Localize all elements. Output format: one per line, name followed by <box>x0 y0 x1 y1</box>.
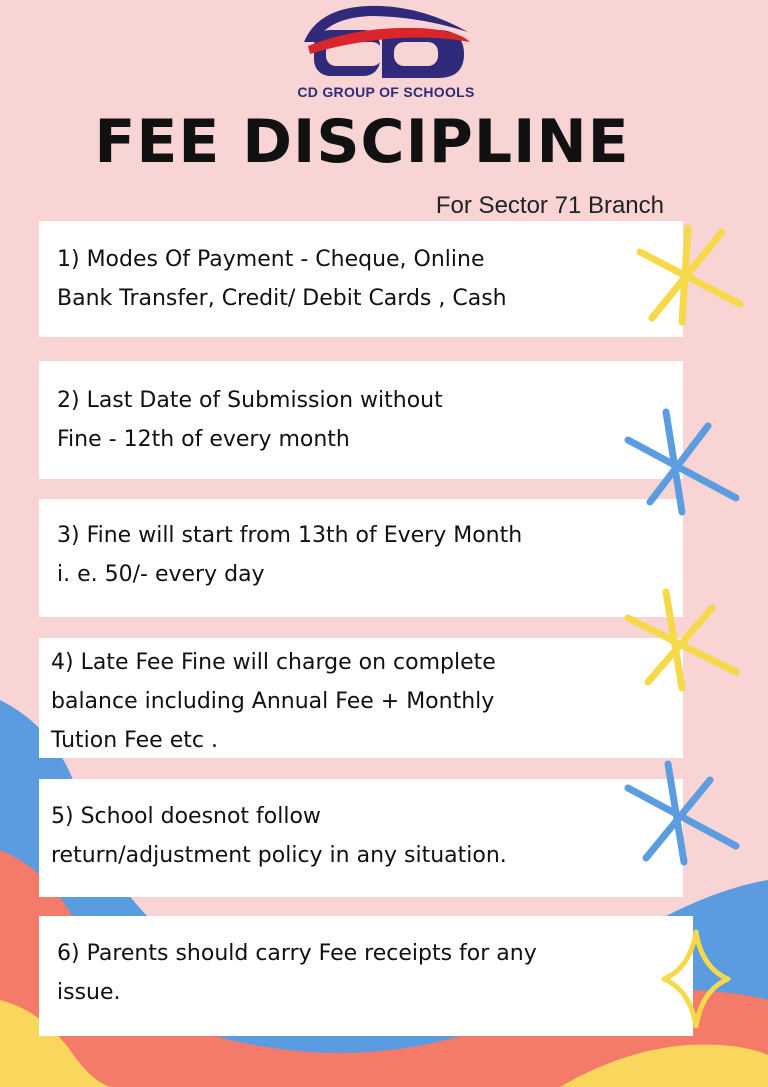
rule-6-line-1: 6) Parents should carry Fee receipts for any <box>57 941 537 966</box>
rule-2-line-2: Fine - 12th of every month <box>57 427 350 452</box>
rule-1-line-1: 1) Modes Of Payment - Cheque, Online <box>57 247 485 272</box>
yellow-asterisk-icon <box>630 222 760 332</box>
rule-4-line-2: balance including Annual Fee + Monthly <box>51 689 495 714</box>
rule-2-line-1: 2) Last Date of Submission without <box>57 388 443 413</box>
logo-caption: CD GROUP OF SCHOOLS <box>297 84 475 100</box>
rule-card-3 <box>39 499 683 617</box>
rule-card-5 <box>39 779 683 897</box>
blue-asterisk-icon <box>620 406 750 518</box>
page-title: FEE DISCIPLINE <box>94 107 630 177</box>
yellow-asterisk-icon <box>620 586 750 696</box>
rule-4-line-1: 4) Late Fee Fine will charge on complete <box>51 650 496 675</box>
rule-card-2 <box>39 361 683 479</box>
rule-4-line-3: Tution Fee etc . <box>51 728 218 753</box>
yellow-sparkle-icon <box>656 924 736 1034</box>
cd-logo-icon <box>298 2 474 82</box>
rule-3-line-1: 3) Fine will start from 13th of Every Month <box>57 523 523 548</box>
rule-card-6 <box>39 916 693 1036</box>
page-subtitle: For Sector 71 Branch <box>435 192 664 219</box>
rule-5-line-1: 5) School doesnot follow <box>51 804 321 829</box>
rule-5-line-2: return/adjustment policy in any situation. <box>51 843 507 868</box>
rule-card-1 <box>39 221 683 337</box>
rule-3-line-2: i. e. 50/- every day <box>57 562 265 587</box>
blue-asterisk-icon <box>620 758 750 870</box>
rule-6-line-2: issue. <box>57 980 121 1005</box>
rule-1-line-2: Bank Transfer, Credit/ Debit Cards , Cash <box>57 286 507 311</box>
rule-card-4 <box>39 638 683 758</box>
